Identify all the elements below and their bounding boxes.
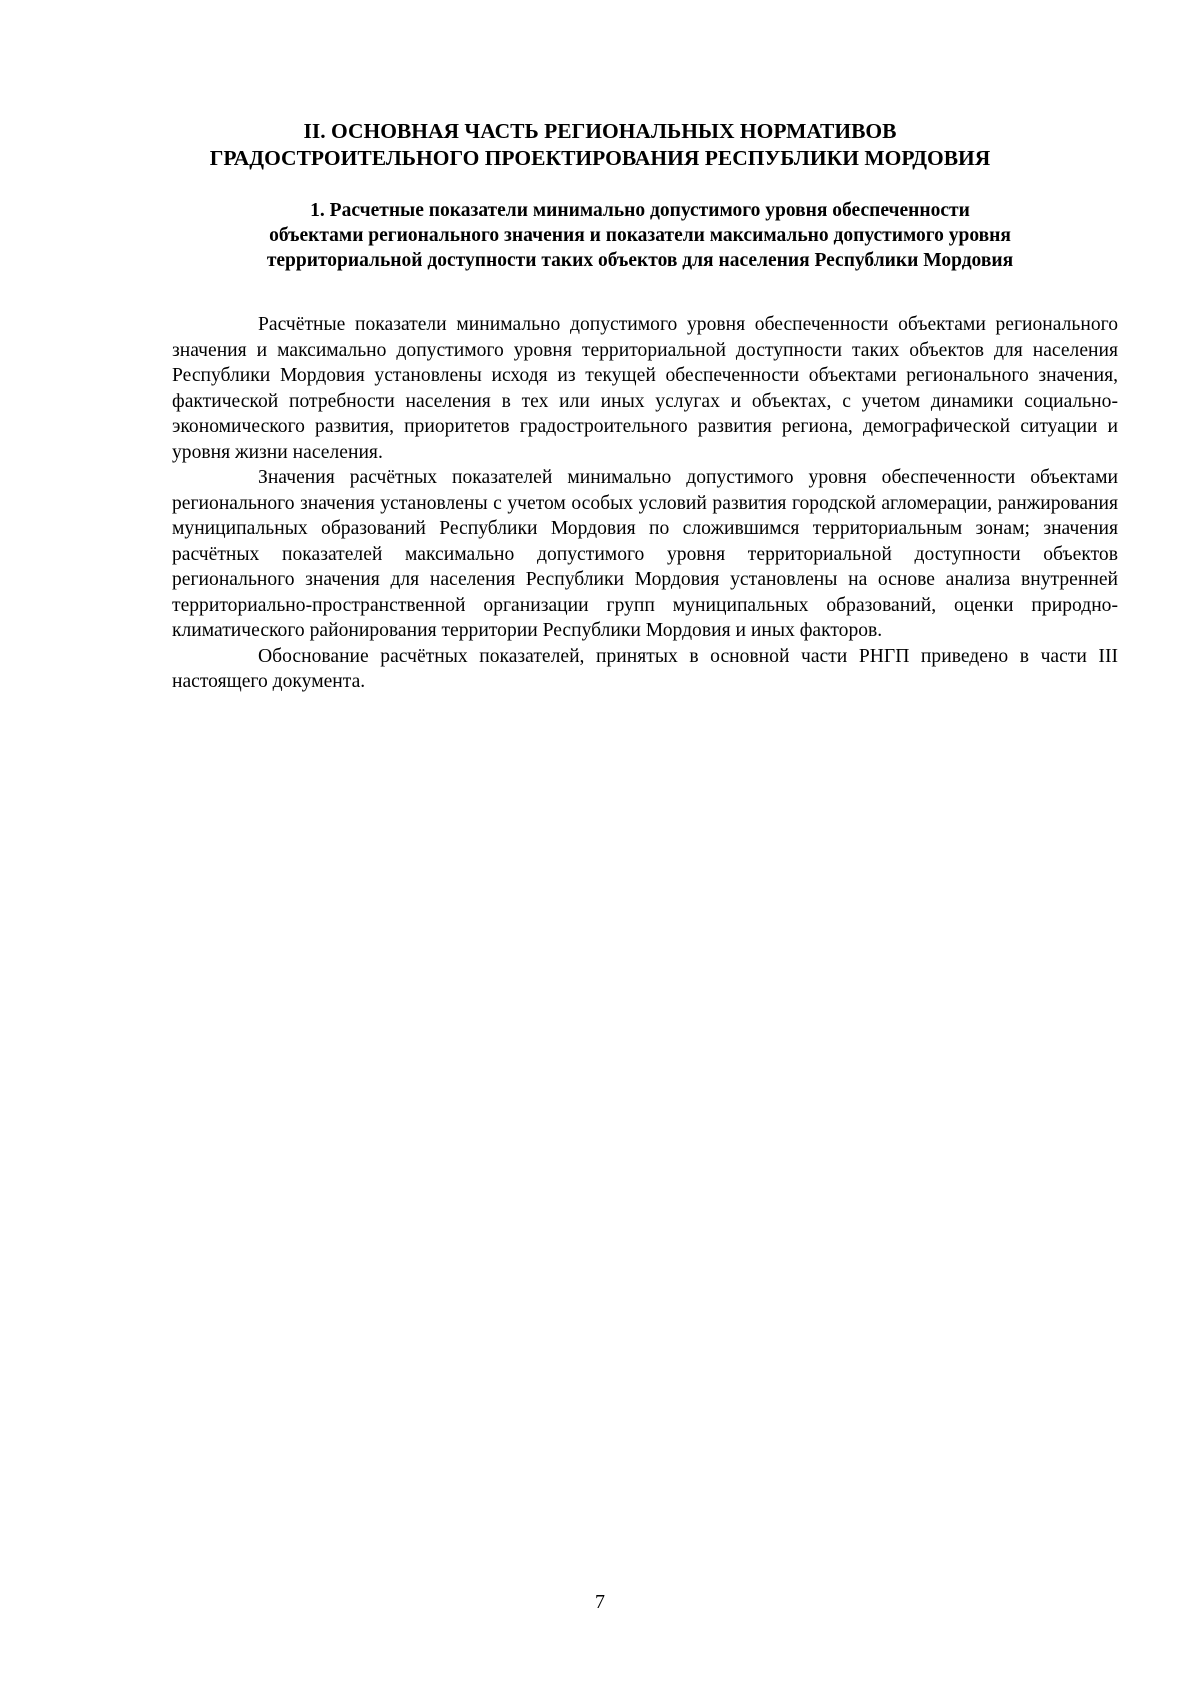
subsection-title (170, 198, 1110, 273)
section-title-line-2: ГРАДОСТРОИТЕЛЬНОГО ПРОЕКТИРОВАНИЯ РЕСПУБЛИКИ МОРДОВИЯ (209, 146, 991, 170)
subsection-title-line-1: 1. Расчетные показатели минимально допустимого уровня обеспеченности (310, 200, 970, 221)
subsection-title-line-3: территориальной доступности таких объектов для населения Республики Мордовия (266, 250, 1014, 271)
body-text (172, 312, 1118, 695)
section-title-line-1: II. ОСНОВНАЯ ЧАСТЬ РЕГИОНАЛЬНЫХ НОРМАТИВОВ (303, 119, 897, 143)
section-title (150, 118, 1050, 172)
paragraph-3: Обоснование расчётных показателей, принятых в основной части РНГП приведено в части III настоящего документа. (172, 645, 1118, 692)
page-number: 7 (595, 1591, 605, 1613)
subsection-title-line-2: объектами регионального значения и показатели максимально допустимого уровня (269, 225, 1011, 246)
paragraph-2: Значения расчётных показателей минимально допустимого уровня обеспеченности объектами регионального значения установлены с учетом особых условий развития городской агломерации, ранжирования муниципальных образований Республики Мордовия по сложившимся территориальным зонам; значения расчётных показателей максимально допустимого уровня территориальной доступности объектов регионального значения для населения Республики Мордовия установлены на основе анализа внутренней территориально-пространственной организации групп муниципальных образований, оценки природно-климатического районирования территории Республики Мордовия и иных факторов. (172, 467, 1118, 641)
paragraph-1: Расчётные показатели минимально допустимого уровня обеспеченности объектами регионального значения и максимально допустимого уровня территориальной доступности таких объектов для населения Республики Мордовия установлены исходя из текущей обеспеченности объектами регионального значения, фактической потребности населения в тех или иных услугах и объектах, с учетом динамики социально-экономического развития, приоритетов градостроительного развития региона, демографической ситуации и уровня жизни населения. (172, 314, 1118, 463)
